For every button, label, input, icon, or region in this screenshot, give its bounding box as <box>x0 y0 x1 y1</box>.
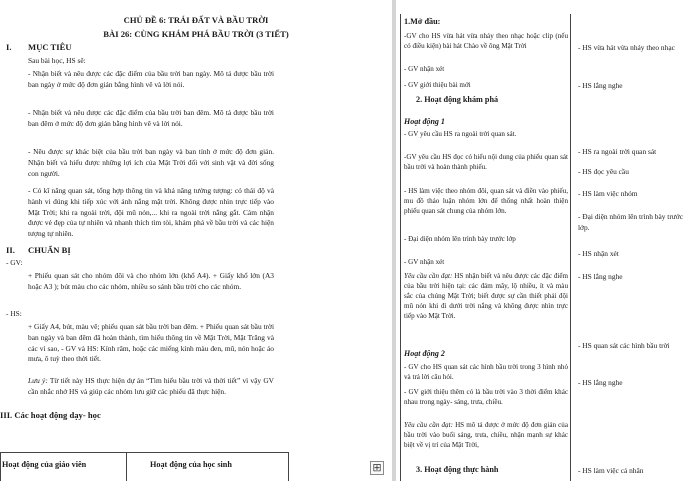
activity-1-heading: Hoạt động 1 <box>404 117 445 126</box>
activity-1-requirement <box>404 271 568 321</box>
add-page-plus-icon[interactable]: ⊞ <box>370 461 384 475</box>
section-2-heading <box>6 245 71 255</box>
section-3-heading: III. Các hoạt động dạy- học <box>0 410 101 420</box>
lesson-title: BÀI 26: CÙNG KHÁM PHÁ BẦU TRỜI (3 TIẾT) <box>103 29 289 39</box>
teacher-step-3: - GV giới thiệu bài mới <box>404 81 471 89</box>
teacher-step-9: - GV cho HS quan sát các hình bầu trời trong 3 hình nhỏ và trả lời câu hỏi. <box>404 363 568 381</box>
table-left-border <box>400 14 401 481</box>
student-step-1: - HS vừa hát vừa nhảy theo nhạc <box>578 43 675 52</box>
note-text: Từ tiết này HS thực hiện dự án “Tìm hiểu bầu trời và thời tiết” vì vậy GV cần nhắc nhở HS và giúp các nhóm lưu giữ các phiếu đã thực hiện. <box>28 376 274 396</box>
requirement-2-text: HS mô tả được ở mức độ đơn giản của bầu trời vào buổi sáng, trưa, chiều, nhận mạnh sự khác biệt về vị trí của Mặt Trời, <box>404 421 568 449</box>
topic-title: CHỦ ĐỀ 6: TRÁI ĐẤT VÀ BẦU TRỜI <box>123 15 269 25</box>
hs-label: - HS: <box>6 309 22 318</box>
objective-3: - Nêu được sự khác biệt của bầu trời ban ngày và ban tính ở mức độ đơn giản. Nhận biết và hiểu được những lợi ích của Mặt Trời đối với sinh vật và đời sống con người. <box>28 147 274 178</box>
student-step-2: - HS lắng nghe <box>578 81 623 90</box>
student-step-9: - HS quan sát các hình bầu trời <box>578 341 670 350</box>
objective-2: - Nhận biết và nêu được các đặc điểm của bầu trời ban đêm. Mô tả được bầu trời ban đêm ở mức độ đơn giản bằng hình vẽ và lời nói. <box>28 108 274 128</box>
teacher-step-8: - GV nhận xét <box>404 258 445 266</box>
heading-practice: 3. Hoạt động thực hành <box>416 465 499 474</box>
section-1-heading <box>6 42 72 52</box>
heading-explore: 2. Hoạt động khám phá <box>416 95 499 104</box>
objectives-intro: Sau bài học, HS sẽ: <box>28 56 86 65</box>
student-step-7: - HS nhận xét <box>578 249 619 258</box>
objective-4: - Có kĩ năng quan sát, tổng hợp thông tin và khả năng tưởng tượng: có thái độ và hành vi đúng khi tiếp xúc với ánh nắng mặt trời. Không được nhìn trực tiếp vào Mặt Trời; khi ra ngoài trời, đội mũ nón,... khi ra ngoài trời nắng gắt. Cảm nhận được vẻ đẹp của tự nhiên và nhanh thích tìm tòi, khám phá về bầu trời và các hiện tượng tự nhiên. <box>28 186 274 239</box>
section-2-number: II. <box>6 245 15 255</box>
teacher-step-1: -GV cho HS vừa hát vừa nhảy theo nhạc hoặc clip (nếu có điều kiện) bài hát Chào về ông Mặt Trời <box>404 32 568 50</box>
note-label: Lưu ý: <box>28 376 48 385</box>
table-column-divider <box>570 14 571 481</box>
section-1-title: MỤC TIÊU <box>28 42 72 52</box>
teacher-step-2: - GV nhận xét <box>404 65 445 73</box>
teacher-step-5: -GV yêu cầu HS đọc có hiểu nội dung của phiếu quan sát bầu trời và hoàn thành phiếu. <box>404 153 568 171</box>
teacher-step-6: - HS làm việc theo nhóm đôi, quan sát và điền vào phiếu, mu đồ thảo luận nhóm lớn để thống nhất hoàn thiện phiếu quan sát chung của nhóm lớn. <box>404 187 568 215</box>
table-right-border <box>288 452 289 481</box>
document-page-right <box>396 0 700 481</box>
objective-1: - Nhận biết và nêu được các đặc điểm của bầu trời ban ngày. Mô tả được bầu trời ban ngày ở mức độ đơn giản bằng hình vẽ và lời nói. <box>28 69 274 89</box>
student-step-10: - HS lắng nghe <box>578 378 623 387</box>
hs-preparation: + Giấy A4, bút, màu vẽ; phiếu quan sát bầu trời ban đêm. + Phiếu quan sát bầu trời ban ngày và ban đêm đã hoàn thành, tìm hiểu thông tin về Mặt Trời, Mặt Trăng và các vì sao, - GV và HS: Kính râm, hoặc các miếng kính màu đen, mũ, nón hoặc áo mưa, ô tuỳ theo thời tiết. <box>28 322 274 364</box>
section-2-title: CHUẨN BỊ <box>28 245 71 255</box>
table-column-divider <box>126 452 127 481</box>
requirement-1-label: Yêu cầu cần đạt: <box>404 272 453 280</box>
section-1-number: I. <box>6 42 12 52</box>
student-step-11: - HS làm việc cả nhân <box>578 466 644 475</box>
teacher-step-7: - Đại diện nhóm lên trình bày trước lớp <box>404 235 516 243</box>
activity-2-heading: Hoạt động 2 <box>404 349 445 358</box>
requirement-1-text: HS nhận biết và nêu được các đặc điểm của bầu trời hiện tại: các đám mây, lộ nhiều, ít và màu sắc của chúng Mặt Trời; biết được sự cần thiết phải đội mũ nón khi đi dưới trời nắng và không được nhìn trực tiếp vào Mặt Trời. <box>404 272 568 320</box>
student-step-3: - HS ra ngoài trời quan sát <box>578 147 657 156</box>
gv-preparation: + Phiếu quan sát cho nhóm đôi và cho nhóm lớn (khổ A4). + Giấy khổ lớn (A3 hoặc A3 ); bút màu cho các nhóm, nhiều so sánh bầu trời cho các nhóm. <box>28 271 274 291</box>
student-step-4: - HS đọc yêu cầu <box>578 167 629 176</box>
activity-2-requirement <box>404 420 568 450</box>
student-step-5: - HS làm việc nhóm <box>578 189 638 198</box>
heading-start: 1.Mở đầu: <box>404 17 441 26</box>
student-step-6: - Đại diện nhóm lên trình bày trước lớp. <box>578 212 683 232</box>
teacher-step-4: - GV yêu cầu HS ra ngoài trời quan sát. <box>404 130 517 138</box>
note <box>28 376 274 398</box>
table-header-teacher: Hoạt động của giáo viên <box>2 460 87 469</box>
requirement-2-label: Yêu cầu cần đạt: <box>404 421 453 429</box>
table-left-border <box>0 452 1 481</box>
student-step-8: - HS lắng nghe <box>578 272 623 281</box>
table-top-border <box>0 452 288 453</box>
gv-label: - GV: <box>6 258 23 267</box>
teacher-step-10: - GV giới thiệu thêm có là bầu trời vào 3 thời điểm khác nhau trong ngày- sáng, trưa, chiều. <box>404 388 568 406</box>
table-header-student: Hoạt động của học sinh <box>150 460 232 469</box>
